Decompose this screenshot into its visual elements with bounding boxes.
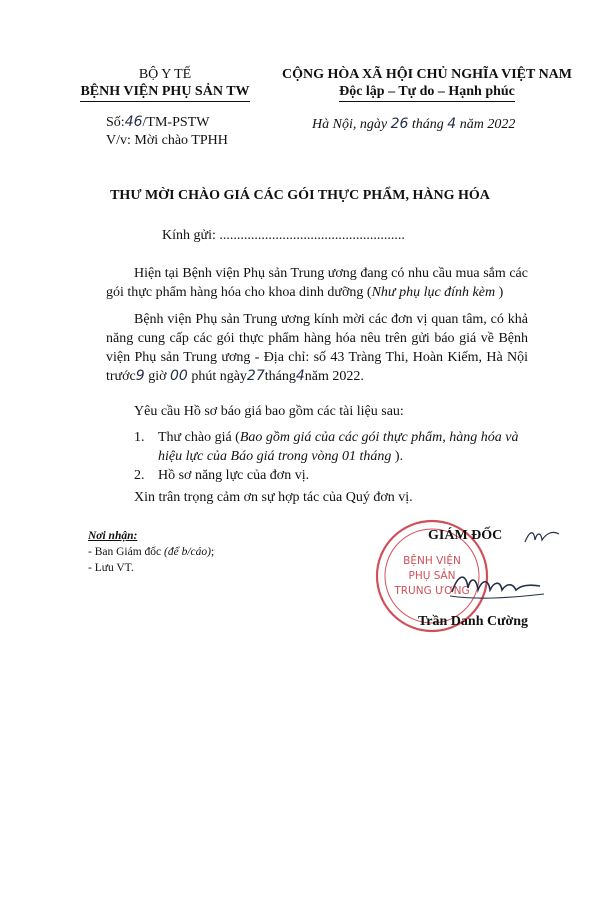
list-item: 2. Hồ sơ năng lực của đơn vị. (134, 468, 310, 483)
header-organization (70, 66, 260, 102)
document-number: Số:46/TM-PSTW (106, 114, 210, 130)
handwritten-month: 4 (447, 116, 457, 132)
handwritten-hour: 9 (135, 368, 145, 384)
national-motto: Độc lập – Tự do – Hạnh phúc (339, 83, 515, 102)
stamp-line: PHỤ SẢN (408, 570, 456, 582)
requirements-list (134, 428, 534, 485)
closing-sentence: Xin trân trọng cảm ơn sự hợp tác của Quý đơn vị. (134, 490, 413, 505)
date-line: Hà Nội, ngày 26 tháng 4 năm 2022 (312, 116, 516, 132)
ministry-name: BỘ Y TẾ (138, 67, 192, 82)
requirements-intro: Yêu cầu Hồ sơ báo giá bao gồm các tài liệu sau: (134, 404, 404, 419)
paragraph-invitation: Bệnh viện Phụ sản Trung ương kính mời các đơn vị quan tâm, có khả năng cung cấp các gói thực phẩm hàng hóa nêu trên gửi báo giá về Bệnh viện Phụ sản Trung ương - Địa chỉ: số 43 Tràng Thi, Hoàn Kiếm, Hà Nội trước9 giờ 00 phút ngày27tháng4năm 2022. (106, 312, 528, 384)
handwritten-day: 26 (390, 116, 409, 132)
nation-name: CỘNG HÒA XÃ HỘI CHỦ NGHĨA VIỆT NAM (281, 67, 572, 82)
recipients-heading: Nơi nhận: (88, 530, 138, 542)
letter-title: THƯ MỜI CHÀO GIÁ CÁC GÓI THỰC PHẨM, HÀNG HÓA (110, 188, 490, 203)
handwritten-deadline-month: 4 (295, 368, 305, 384)
handwritten-minute: 00 (169, 368, 188, 384)
stamp-line: TRUNG ƯƠNG (394, 585, 470, 597)
recipient-item: - Lưu VT. (88, 562, 134, 574)
header-nation (262, 66, 592, 102)
stamp-line: BỆNH VIỆN (403, 555, 461, 567)
initial-flourish (522, 526, 562, 548)
document-subject: V/v: Mời chào TPHH (106, 133, 228, 148)
paragraph-need: Hiện tại Bệnh viện Phụ sản Trung ương đang có nhu cầu mua sắm các gói thực phẩm hàng hóa cho khoa dinh dưỡng (Như phụ lục đính kèm ) (106, 266, 528, 300)
greeting-line: Kính gửi: ..................................................... (162, 228, 405, 243)
signer-name: Trần Danh Cường (418, 614, 529, 629)
recipients-block (88, 528, 214, 576)
handwritten-deadline-day: 27 (246, 368, 265, 384)
signer-role: GIÁM ĐỐC (428, 528, 503, 543)
recipient-item: - Ban Giám đốc (để b/cáo); (88, 546, 215, 558)
handwritten-signature (448, 564, 548, 604)
hospital-name: BỆNH VIỆN PHỤ SẢN TW (80, 83, 249, 102)
list-item: 1. Thư chào giá (Bao gồm giá của các gói thực phẩm, hàng hóa và hiệu lực của Báo giá trong vòng 01 tháng ). (134, 430, 519, 464)
handwritten-doc-number: 46 (124, 114, 143, 130)
